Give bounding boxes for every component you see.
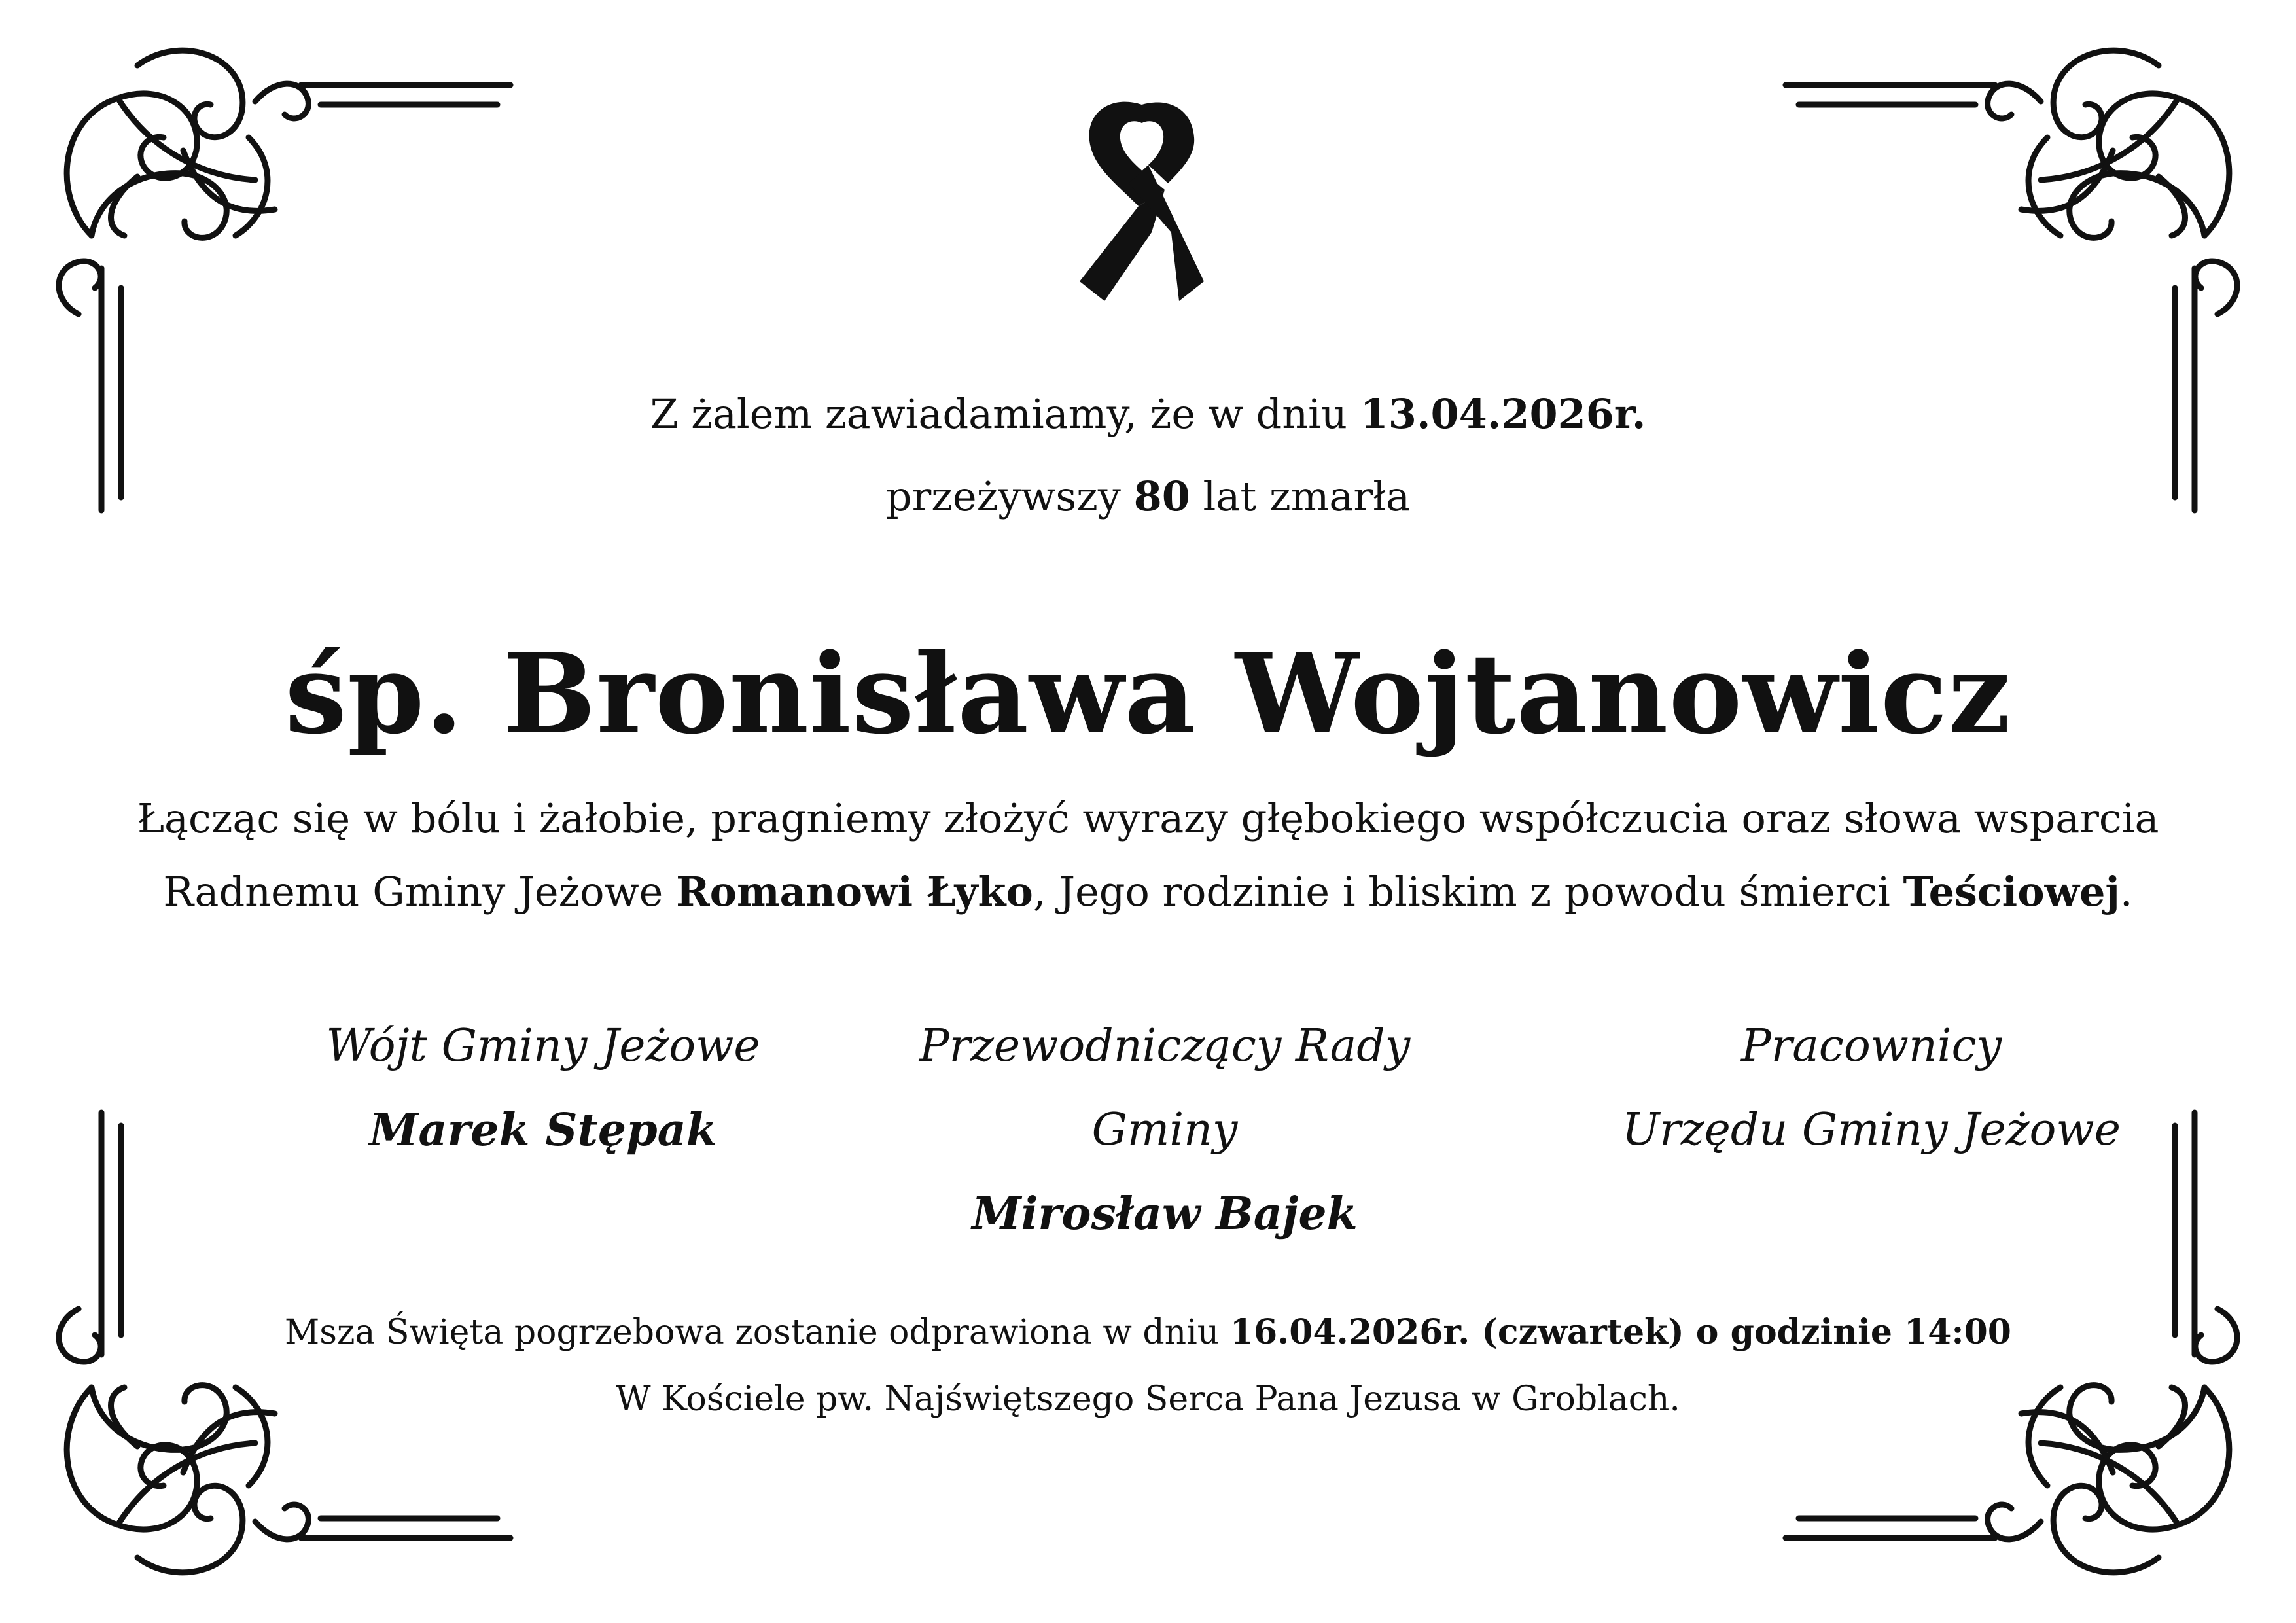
signatory-title: Pracownicy [1740, 1020, 2002, 1072]
signatory-title: Przewodniczący Rady Gminy [919, 1020, 1411, 1156]
condolence-line-2-end: . [2119, 868, 2133, 916]
relation: Teściowej [1903, 868, 2120, 916]
condolence-line-1: Łącząc się w bólu i żałobie, pragniemy złożyć wyrazy głębokiego współczucia oraz słowa wsparcia [137, 794, 2159, 842]
signatory-1 [249, 1005, 838, 1172]
date-of-death: 13.04.2026r. [1360, 390, 1646, 438]
condolence-line-2-prefix: Radnemu Gminy Jeżowe [163, 868, 677, 916]
mass-date-time: 16.04.2026r. (czwartek) o godzinie 14:00 [1229, 1312, 2011, 1352]
intro-line-2-text: przeżywszy [885, 473, 1134, 520]
intro-line-2 [0, 455, 2296, 538]
mass-line-1-text: Msza Święta pogrzebowa zostanie odprawiona w dniu [285, 1313, 1230, 1352]
age: 80 [1133, 473, 1190, 520]
deceased-name: śp. Bronisława Wojtanowicz [285, 629, 2011, 758]
mourning-ribbon-icon [1067, 92, 1217, 314]
signatory-title: Wójt Gminy Jeżowe [326, 1020, 760, 1072]
intro-line-1 [0, 373, 2296, 455]
signatory-name: Urzędu Gminy Jeżowe [1622, 1104, 2121, 1156]
condolence-line-2 [0, 855, 2296, 929]
signatory-2 [870, 1005, 1459, 1256]
intro-text [0, 373, 2296, 538]
signatory-name: Marek Stępak [369, 1104, 717, 1156]
recipient-name: Romanowi Łyko [676, 868, 1033, 916]
condolence-text [0, 782, 2296, 929]
signatory-3 [1577, 1005, 2166, 1172]
condolence-line-2-middle: , Jego rodzinie i bliskim z powodu śmierci [1033, 868, 1903, 916]
intro-line-1-text: Z żalem zawiadamiamy, że w dniu [650, 390, 1360, 438]
signatory-name: Mirosław Bajek [972, 1188, 1358, 1240]
intro-line-2-suffix: lat zmarła [1190, 473, 1411, 520]
funeral-mass-info [0, 1299, 2296, 1433]
mass-line-1 [0, 1299, 2296, 1366]
mass-line-2: W Kościele pw. Najświętszego Serca Pana Jezusa w Groblach. [616, 1380, 1680, 1419]
